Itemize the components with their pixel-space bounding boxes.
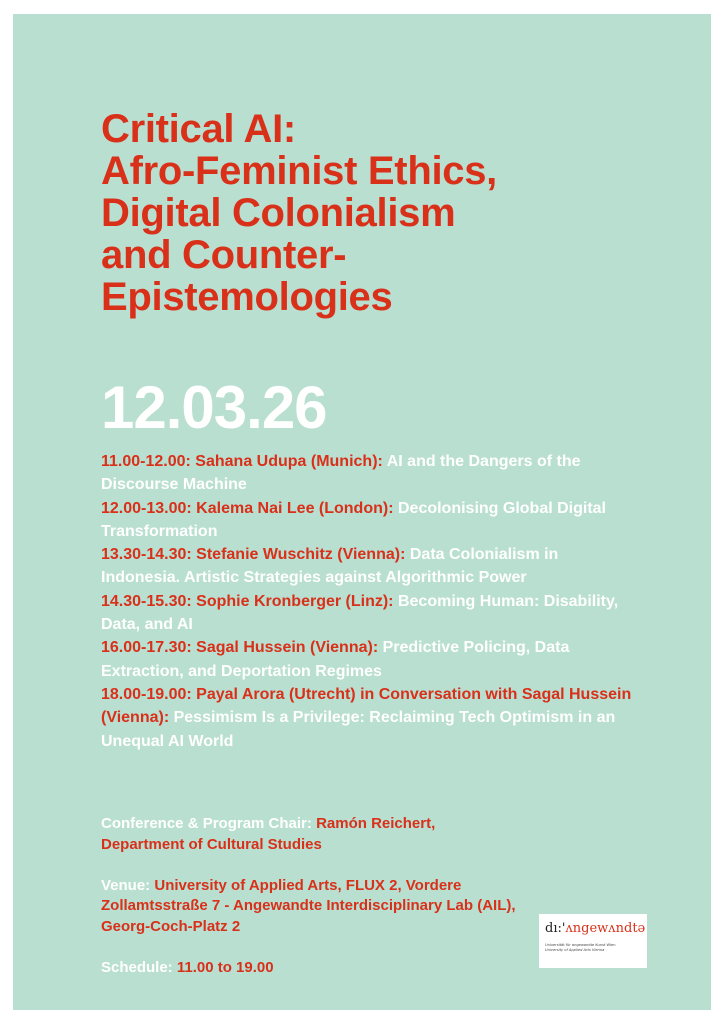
session-label: 12.00-13.00: Kalema Nai Lee (London): bbox=[101, 499, 394, 517]
schedule-label: Schedule: bbox=[101, 958, 173, 976]
program-list bbox=[101, 450, 641, 753]
title-line: and Counter- bbox=[101, 233, 347, 277]
session-title: Predictive Policing, Data Extraction, and Deportation Regimes bbox=[101, 639, 570, 680]
session-label: 11.00-12.00: Sahana Udupa (Munich): bbox=[101, 453, 383, 470]
event-info bbox=[101, 814, 521, 999]
session-title: Becoming Human: Disability, Data, and AI bbox=[101, 592, 619, 634]
poster bbox=[13, 14, 711, 1010]
program-item bbox=[101, 683, 641, 753]
venue-value: University of Applied Arts, FLUX 2, Vordere Zollamtsstraße 7 - Angewandte Interdisciplinary Lab (AIL), Georg-Coch-Platz 2 bbox=[101, 876, 516, 935]
angewandte-logo bbox=[539, 914, 647, 968]
venue-label: Venue: bbox=[101, 876, 151, 894]
title-line: Afro-Feminist Ethics, bbox=[101, 149, 497, 193]
session-label: 18.00-19.00: Payal Arora (Utrecht) in Conversation with Sagal Hussein (Vienna): bbox=[101, 685, 632, 727]
program-item bbox=[101, 543, 641, 590]
session-title: Pessimism Is a Privilege: Reclaiming Tech Optimism in an Unequal AI World bbox=[101, 709, 616, 750]
program-item bbox=[101, 590, 641, 637]
logo-subtitle-en: University of Applied Arts Vienna bbox=[545, 948, 605, 952]
session-label: 14.30-15.30: Sophie Kronberger (Linz): bbox=[101, 592, 394, 610]
venue-info bbox=[101, 876, 521, 938]
logo-wordmark bbox=[545, 921, 646, 937]
program-item bbox=[101, 497, 641, 544]
logo-prefix: dı:' bbox=[545, 921, 566, 936]
program-item bbox=[101, 450, 641, 497]
logo-subtitle-de: Universität für angewandte Kunst Wien bbox=[545, 943, 616, 947]
program-item bbox=[101, 636, 641, 683]
chair-label: Conference & Program Chair: bbox=[101, 815, 312, 832]
session-title: AI and the Dangers of the Discourse Machine bbox=[101, 453, 581, 494]
session-title: Decolonising Global Digital Transformation bbox=[101, 499, 606, 540]
event-date: 12.03.26 bbox=[101, 374, 327, 441]
event-title bbox=[101, 108, 661, 318]
schedule-info bbox=[101, 958, 521, 979]
session-label: 13.30-14.30: Stefanie Wuschitz (Vienna): bbox=[101, 546, 406, 564]
session-label: 16.00-17.30: Sagal Hussein (Vienna): bbox=[101, 639, 379, 657]
title-line: Digital Colonialism bbox=[101, 191, 456, 235]
schedule-value: 11.00 to 19.00 bbox=[176, 958, 274, 976]
logo-subtitle bbox=[545, 943, 641, 953]
title-line: Critical AI: bbox=[101, 107, 296, 151]
session-title: Data Colonialism in Indonesia. Artistic Strategies against Algorithmic Power bbox=[101, 546, 559, 587]
chair-info bbox=[101, 814, 521, 855]
logo-name: ʌngewʌndtə bbox=[565, 921, 646, 936]
title-line: Epistemologies bbox=[101, 275, 393, 319]
chair-value: Ramón Reichert, Department of Cultural Studies bbox=[101, 815, 436, 853]
